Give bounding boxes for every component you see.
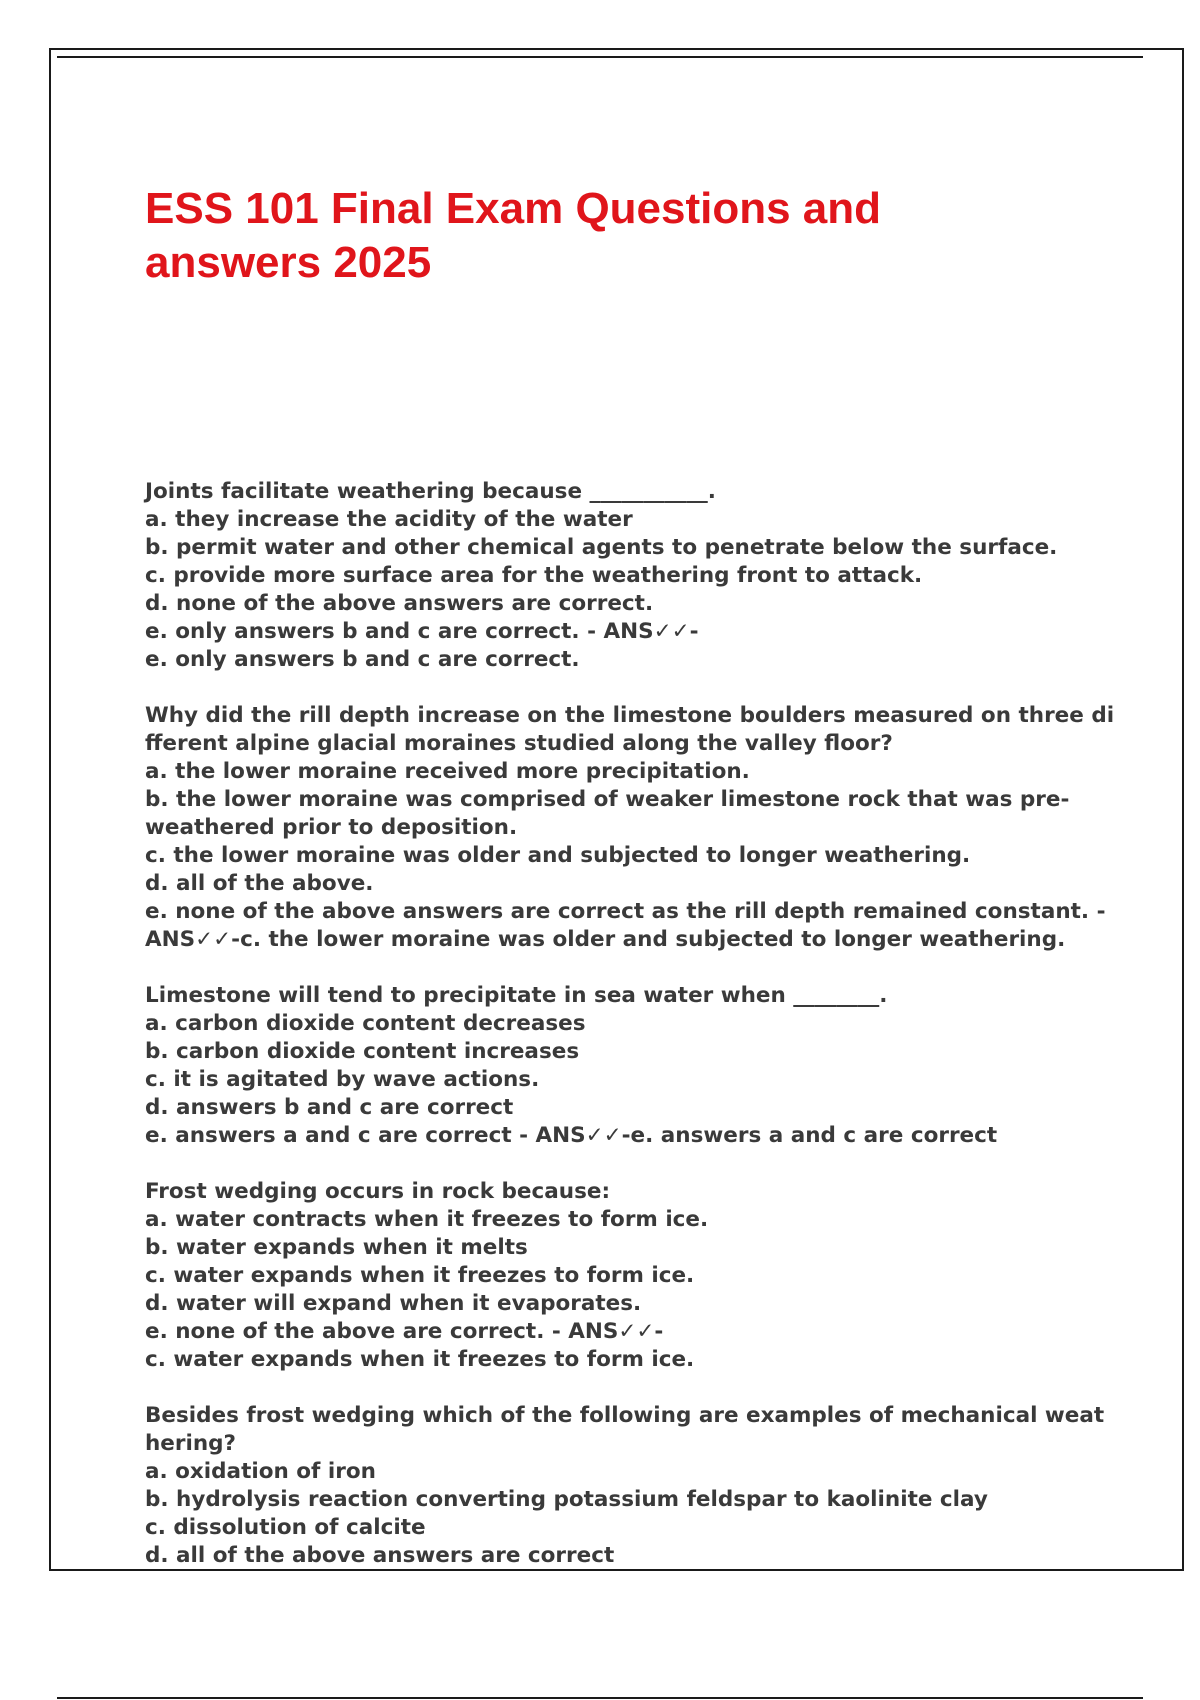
answer-option: d. answers b and c are correct xyxy=(145,1095,514,1120)
answer-option: a. carbon dioxide content decreases xyxy=(145,1011,586,1036)
answer-key: ANS✓✓-c. the lower moraine was older and subjected to longer weathering. xyxy=(145,927,1066,952)
question-block xyxy=(145,982,1095,1150)
answer-option: c. the lower moraine was older and subjected to longer weathering. xyxy=(145,843,971,868)
header-rule xyxy=(57,56,1143,58)
question-block xyxy=(145,1402,1105,1570)
answer-option: b. carbon dioxide content increases xyxy=(145,1039,580,1064)
question-text: hering? xyxy=(145,1431,237,1456)
title-line: ESS 101 Final Exam Questions and xyxy=(145,184,882,233)
answer-option: a. water contracts when it freezes to form ice. xyxy=(145,1207,709,1232)
footer-rule xyxy=(57,1697,1143,1699)
title-line: answers 2025 xyxy=(145,238,432,287)
answer-option: e. none of the above are correct. - ANS✓✓- xyxy=(145,1319,664,1344)
document-title xyxy=(145,182,985,290)
answer-option: b. water expands when it melts xyxy=(145,1235,528,1260)
answer-option: c. water expands when it freezes to form ice. xyxy=(145,1263,695,1288)
question-text: Joints facilitate weathering because ___________. xyxy=(145,479,716,504)
answer-option: d. all of the above. xyxy=(145,871,374,896)
answer-option: a. the lower moraine received more precipitation. xyxy=(145,759,750,784)
question-text: fferent alpine glacial moraines studied along the valley floor? xyxy=(145,731,893,756)
question-text: Besides frost wedging which of the following are examples of mechanical weat xyxy=(145,1403,1105,1428)
answer-option: e. only answers b and c are correct. - ANS✓✓- xyxy=(145,619,699,644)
question-block xyxy=(145,478,1095,674)
answer-option: e. none of the above answers are correct as the rill depth remained constant. - xyxy=(145,899,1106,924)
answer-option: c. provide more surface area for the weathering front to attack. xyxy=(145,563,923,588)
answer-key: c. water expands when it freezes to form ice. xyxy=(145,1347,695,1372)
question-block xyxy=(145,1178,1095,1374)
question-text: Frost wedging occurs in rock because: xyxy=(145,1179,611,1204)
answer-key: e. only answers b and c are correct. xyxy=(145,647,580,672)
question-block xyxy=(145,702,1115,954)
answer-option: c. it is agitated by wave actions. xyxy=(145,1067,540,1092)
answer-option: d. all of the above answers are correct xyxy=(145,1543,615,1568)
answer-option: b. permit water and other chemical agents to penetrate below the surface. xyxy=(145,535,1058,560)
answer-option: a. they increase the acidity of the water xyxy=(145,507,633,532)
answer-option: b. hydrolysis reaction converting potassium feldspar to kaolinite clay xyxy=(145,1487,988,1512)
answer-key: e. answers a and c are correct - ANS✓✓-e. answers a and c are correct xyxy=(145,1123,998,1148)
answer-option: c. dissolution of calcite xyxy=(145,1515,426,1540)
answer-option: d. water will expand when it evaporates. xyxy=(145,1291,642,1316)
answer-option: a. oxidation of iron xyxy=(145,1459,376,1484)
answer-option: weathered prior to deposition. xyxy=(145,815,518,840)
question-text: Why did the rill depth increase on the limestone boulders measured on three di xyxy=(145,703,1115,728)
question-list xyxy=(145,478,1115,1598)
answer-option: b. the lower moraine was comprised of weaker limestone rock that was pre- xyxy=(145,787,1070,812)
question-text: Limestone will tend to precipitate in sea water when ________. xyxy=(145,983,888,1008)
answer-option: d. none of the above answers are correct. xyxy=(145,591,654,616)
